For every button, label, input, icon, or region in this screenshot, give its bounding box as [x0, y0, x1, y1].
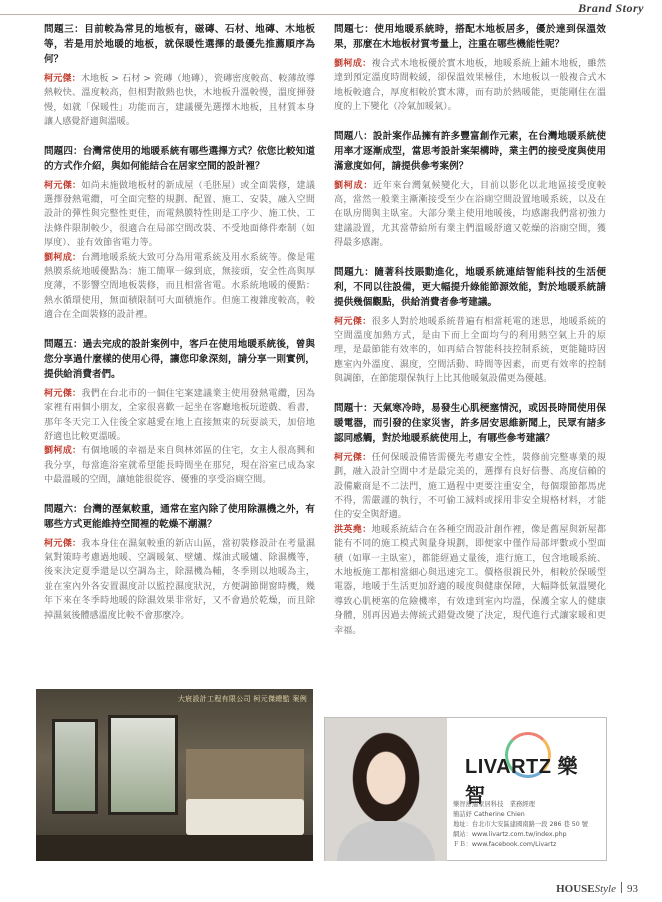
speaker: 柯元傑：	[44, 180, 82, 191]
answer	[334, 57, 606, 115]
speaker: 柯元傑：	[44, 74, 81, 84]
photo-caption: 大宸設計工程有限公司 柯元傑總監 案例	[177, 695, 307, 703]
qa-block	[44, 144, 315, 323]
answer	[44, 251, 315, 323]
answer	[334, 451, 606, 523]
answer-text: 地暖系統結合在各種空間設計創作裡，像是舊屋與新屋都能有不同的施工模式與量身規劃，即便家中僅作局部坪數或小型面積（如單一主臥室），都能經過丈量後，進行施工，包含地暖系統、木地板施工都相當細心與迅速完工。價格很親民外，相較於保暖型電器，地暖于生活更加舒適的暖度與健康保障，大幅降低氣溫變化導致心肌梗塞的危險機率，有效達到室內均溫，保護全家人的健康身體，別再因過去傳統式錯覺改變了決定，現代進行式讓家暖和更幸福。	[334, 524, 606, 636]
answer	[44, 72, 315, 130]
answer-text: 近年來台灣氣候變化大，目前以影化以北地區接受度較高，當然一般業主漸漸接受至少在浴廁空間設置地暖系統，以及在在臥房間與主臥室。大部分業主使用地暖後，均感謝我們當初強力建議設置，尤其當帶給所有業主們溫暖舒適又乾燥的浴廁空間，獲得最多感謝。	[334, 180, 606, 249]
question: 問題七：使用地暖系統時，搭配木地板居多，優於達到保溫效果，那麼在木地板材質考量上，注重在哪些機能性呢？	[334, 24, 606, 50]
answer	[44, 444, 315, 487]
company-line: 樂智舒適家居科技 業務經理	[453, 801, 535, 808]
magazine-name: HOUSE	[556, 883, 595, 895]
speaker: 劉柯成：	[334, 59, 372, 69]
logo-text: LIVARTZ 樂智	[465, 756, 579, 807]
speaker: 劉柯成：	[44, 446, 82, 457]
answer-text: 如尚未施做地板材的新成屋（毛胚屋）或全面裝修，建議選擇發熱電纜，可全面完整的規劃、配置、施工、安裝，融入空間設計的彈性與完整性更佳，而電熱膜特性則是工序少、施工快、工法條件限制較少，很適合在局部空間改裝、不受地面條件牽制（如厚度）、並有效節省電力等。	[44, 180, 315, 249]
top-rule	[0, 14, 598, 15]
left-column	[44, 22, 315, 637]
answer-text: 複合式木地板優於實木地板，地暖系統上鋪木地板，雖然達到預定溫度時間較緩，卻保溫效果極佳，木地板以一般複合式木地板較適合，厚度相較於實木薄，而有助於熱暖能，更能剛住在溫度的上下變化（冷氣加暖氣）。	[334, 59, 606, 113]
right-column	[334, 22, 606, 652]
address-line: 地址：台北市大安區建國南路一段 286 巷 50 號	[453, 821, 589, 828]
floor	[36, 835, 313, 861]
person-name: 簡詰妤 Catherine Chien	[453, 811, 525, 818]
answer	[44, 387, 315, 445]
question: 問題九：隨著科技賬動進化，地暖系統連結智能科技的生活便利，不同以往設備，更大幅提升綠能節源效能，對於地暖系統請提供幾個觀點，供給消費者參考建議。	[334, 266, 606, 308]
headboard	[186, 749, 304, 801]
qa-block	[334, 265, 606, 387]
question: 問題五：過去完成的設計案例中，客戶在使用地暖系統後，曾與您分享過什麼樣的使用心得，讓您印象深刻，請分享一則實例，提供給消費者們。	[44, 338, 315, 380]
answer	[44, 537, 315, 623]
question: 問題八：設計案作品擁有許多豐富創作元素，在台灣地暖系統使用率才逐漸成型，當思考設計案架構時，業主們的接受度與使用滿意度如何，請提供參考案例？	[334, 130, 606, 172]
answer-text: 有個地暖的幸福是來自與林郊區的住宅，女主人很高興和我分享，每當進浴室就希望能長時間坐在那兒，現在浴室已成為家中最溫暖的空間，讓她能很從容、優雅的享受浴廁空間。	[44, 446, 315, 486]
magazine-style: Style	[594, 883, 616, 895]
speaker: 柯元傑：	[334, 452, 372, 463]
footer-divider	[621, 882, 622, 893]
portrait-shirt	[337, 821, 435, 861]
answer	[44, 179, 315, 251]
answer-text: 台灣地暖系統大致可分為用電系統及用水系統等。像是電熱膜系統地暖優點為：施工簡單一線到底，無接頭，安全性高與厚度薄，不影響空間地板裝修，而且相當省電。水系統地暖的優點：熱水循環使用，無面積限制可大面積施作。但施工複雜度較高，較適合在全面裝修的設計裡。	[44, 252, 315, 321]
facebook-line: ＦＢ：www.facebook.com/Livartz	[453, 841, 557, 848]
qa-block	[334, 401, 606, 638]
qa-block	[44, 502, 315, 623]
profile-card	[324, 717, 607, 861]
question: 問題四：台灣常使用的地暖系統有哪些選擇方式？依您比較知道的方式作介紹，與如何能結合在居家空間的設計裡？	[44, 145, 315, 172]
qa-block	[334, 129, 606, 251]
speaker: 柯元傑：	[44, 388, 82, 399]
speaker: 柯元傑：	[334, 316, 372, 327]
answer-text: 很多人對於地暖系統普遍有相當耗電的迷思，地暖系統的空間溫度加熱方式，是由下而上全面均勻的利用熱空氣上升的原理，是最節能有效率的，如再結合智能科技控制系統，更能隨時因應室內外溫度、濕度，空間活動、時間等因素，而更有效率的控制與調節，在節能環保執行上比其他暖氣設備更為優越。	[334, 316, 606, 385]
answer	[334, 315, 606, 387]
page-number: 93	[627, 883, 638, 895]
contact-info	[453, 800, 605, 850]
window-right	[108, 715, 178, 815]
page-footer	[556, 882, 638, 895]
answer-text: 木地板 > 石材 > 瓷磚（地磚），瓷磚密度較高、較薄故導熱較快、溫度較高，但相對散熱也快，木地板升溫較慢，溫度揮發慢，如就「保暖性」功能而言，建議優先選擇木地板，且材質本身讓人感覺舒適與溫暖。	[44, 74, 315, 128]
portrait-photo	[325, 718, 447, 861]
qa-block	[44, 22, 315, 130]
case-study-photo	[36, 689, 313, 861]
question: 問題三：目前較為常見的地板有，磁磚、石材、地磚、木地板等，若是用於地暖的地板，就保暖性選擇的最優先推薦順序為何？	[44, 24, 315, 65]
answer-text: 我本身住在濕氣較重的新店山區，當初裝修設計在考量濕氣對策時考慮過地暖、空調暖氣、壁爐、煤油式暖爐、除濕機等，後來決定夏季還是以空調為主，除濕機為輔，冬季則以地暖為主，並在室內外各安置濕度計以監控濕度狀況，方便調節開窗時機，幾年下來在冬季時地暖的除濕效果非常好，又不會過於乾燥，而且除掉濕氣後體感溫度比較不會那麼冷。	[44, 538, 315, 621]
question: 問題十：天氣寒冷時，易發生心肌梗塞情況，或因長時間使用保暖電器，而引發的住家災害，許多居安思維新聞上，民眾有諸多認同感觸，對於地暖系統使用上，有哪些參考建議？	[334, 402, 606, 444]
section-brand-label: Brand Story	[578, 1, 644, 15]
question: 問題六：台灣的溼氣較重，通常在室內除了使用除濕機之外，有哪些方式更能維持空間裡的乾燥不潮濕？	[44, 503, 315, 530]
speaker: 柯元傑：	[44, 538, 82, 549]
answer	[334, 179, 606, 251]
speaker: 劉柯成：	[44, 252, 82, 263]
bed	[186, 799, 304, 835]
speaker: 劉柯成：	[334, 180, 373, 191]
website-line: 網站：www.livartz.com.tw/index.php	[453, 831, 567, 838]
speaker: 洪英堯：	[334, 524, 372, 535]
window-left	[52, 719, 98, 814]
qa-block	[44, 337, 315, 488]
answer-text: 任何保暖設備皆需優先考慮安全性，裝修前完整專業的規劃，融入設計空間中才是最完美的，選擇有良好信譽、高度信賴的設備廠商是不二法門，施工過程中更要注重安全，每個環節都馬虎不得，需嚴謹的執行，不可偷工減料或採用非安全規格材料，才能住的安全與舒適。	[334, 452, 606, 521]
qa-block	[334, 22, 606, 115]
answer	[334, 523, 606, 638]
answer-text: 我們在台北市的一個住宅案建議業主使用發熱電纜，因為家裡有兩個小朋友，全家很喜歡一起坐在客廳地板玩遊戲、看書，那年冬天完工入住後全家越愛在地上直接無束的玩耍談天，加倍地舒適也比較更溫暖。	[44, 388, 315, 442]
